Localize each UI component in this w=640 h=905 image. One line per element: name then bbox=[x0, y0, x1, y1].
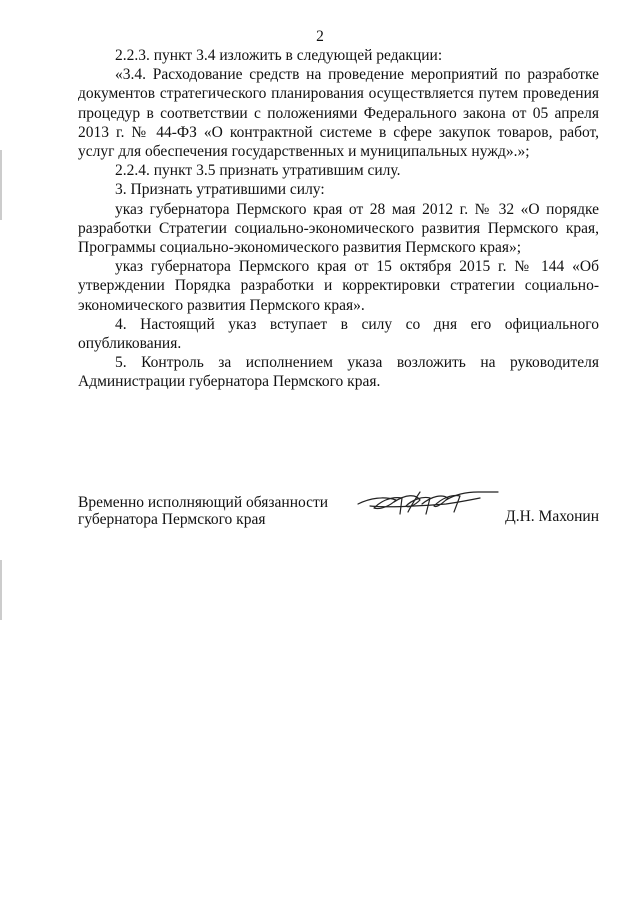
signature-block bbox=[78, 494, 599, 534]
page-number: 2 bbox=[316, 28, 324, 45]
paragraph-decree-144: указ губернатора Пермского края от 15 октября 2015 г. № 144 «Об утверждении Порядка разработки и корректировки стратегии социально-экономического развития Пермского края». bbox=[78, 258, 599, 314]
paragraph-3-4-quote: «3.4. Расходование средств на проведение мероприятий по разработке документов стратегического планирования осуществляется путем проведения процедур в соответствии с положениями Федерального закона от 05 апреля 2013 г. № 44-ФЗ «О контрактной системе в сфере закупок товаров, работ, услуг для обеспечения государственных и муниципальных нужд».»; bbox=[78, 66, 599, 161]
paragraph-4: 4. Настоящий указ вступает в силу со дня его официального опубликования. bbox=[78, 315, 599, 353]
scan-edge-mark bbox=[0, 560, 2, 620]
handwritten-signature bbox=[350, 484, 500, 524]
signatory-title-line1: Временно исполняющий обязанности bbox=[78, 494, 329, 511]
paragraph-2-2-3: 2.2.3. пункт 3.4 изложить в следующей редакции: bbox=[115, 47, 443, 64]
scan-edge-mark bbox=[0, 150, 2, 220]
paragraph-5: 5. Контроль за исполнением указа возложить на руководителя Администрации губернатора Пермского края. bbox=[78, 354, 599, 391]
paragraph-decree-32: указ губернатора Пермского края от 28 мая 2012 г. № 32 «О порядке разработки Стратегии социально-экономического развития Пермского края, Программы социально-экономического развития Пермского края»; bbox=[78, 200, 599, 257]
signatory-title bbox=[78, 494, 328, 528]
document-body bbox=[78, 46, 599, 392]
paragraph-2-2-4: 2.2.4. пункт 3.5 признать утратившим силу. bbox=[115, 162, 401, 180]
signatory-title-line2: губернатора Пермского края bbox=[78, 511, 266, 528]
paragraph-3: 3. Признать утратившими силу: bbox=[115, 181, 325, 199]
signatory-name: Д.Н. Махонин bbox=[505, 508, 599, 525]
